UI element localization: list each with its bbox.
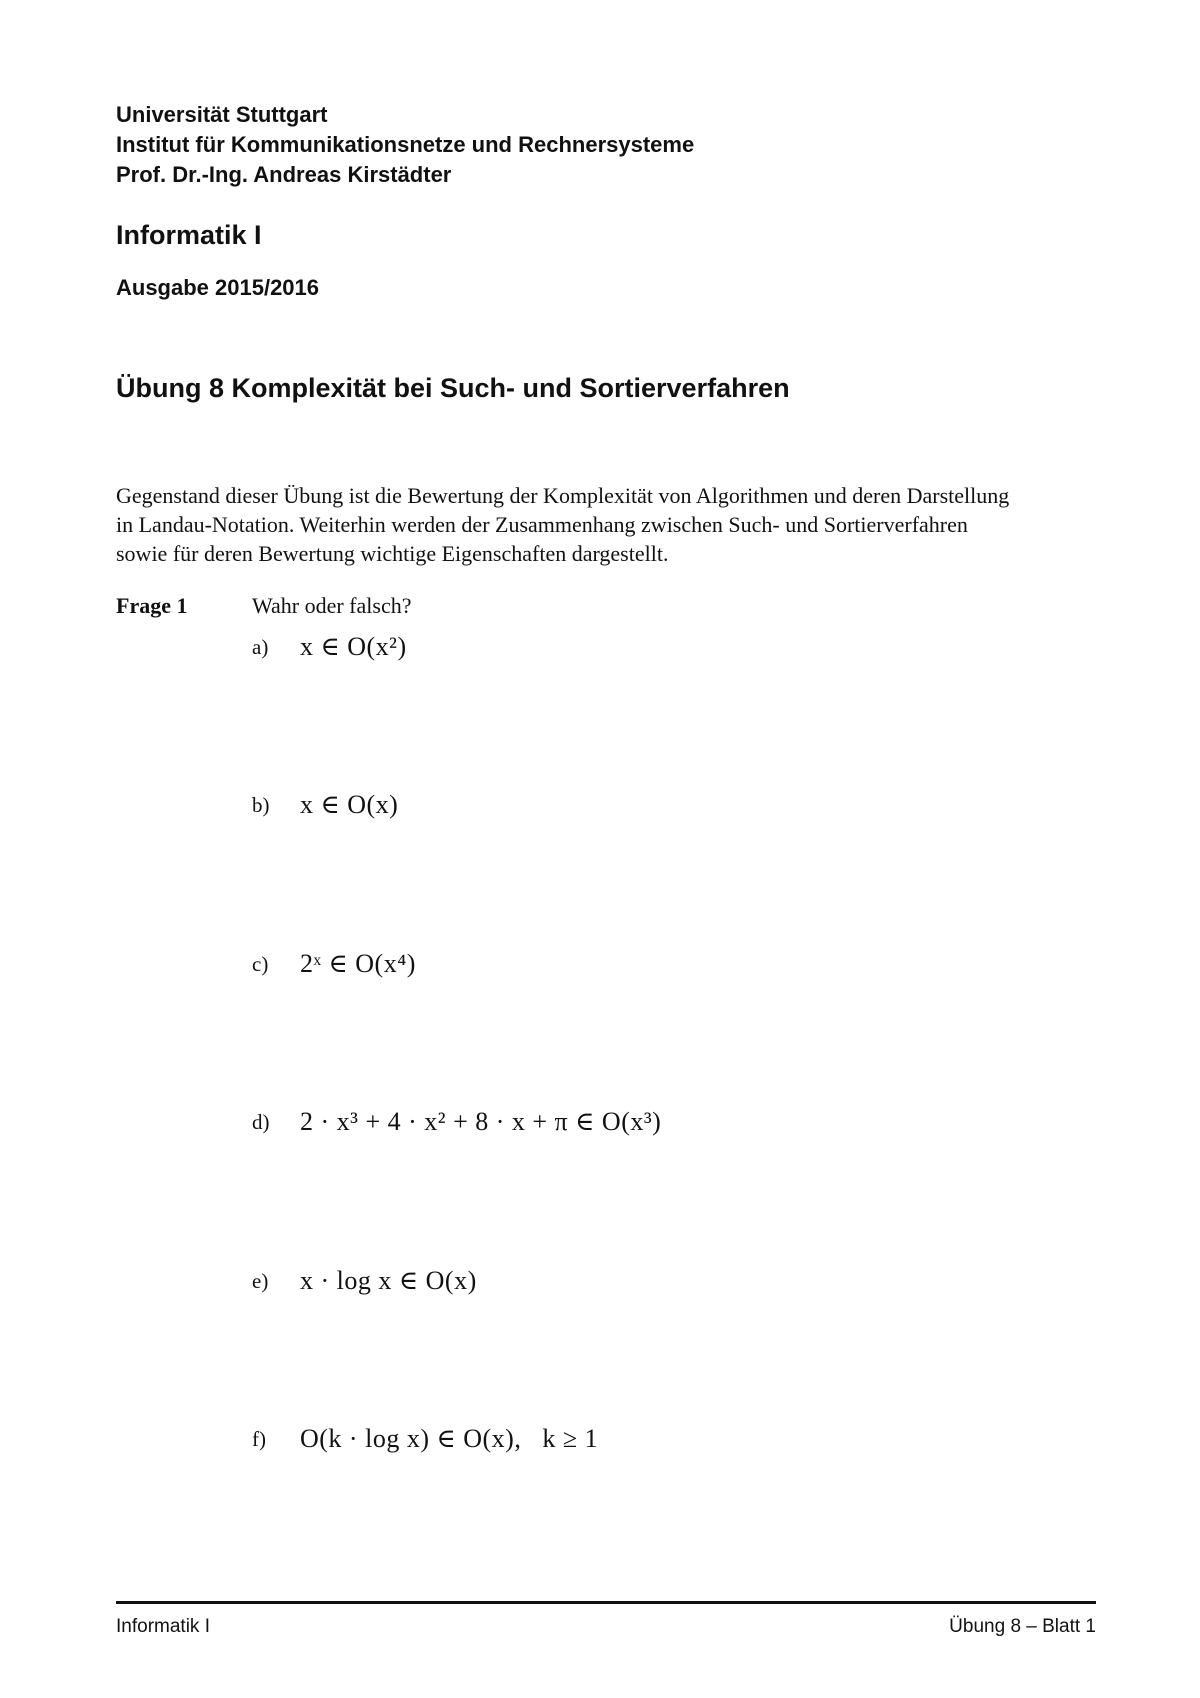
item-label: d) <box>252 1110 270 1134</box>
footer-divider <box>116 1601 1096 1604</box>
formula: O(k · log x) ∈ O(x), k ≥ 1 <box>300 1424 599 1453</box>
intro-line: sowie für deren Bewertung wichtige Eigenschaften dargestellt. <box>116 541 669 566</box>
university-name: Universität Stuttgart <box>116 102 328 127</box>
question-text: Wahr oder falsch? <box>252 593 412 618</box>
item-label: f) <box>252 1427 266 1451</box>
item-label: b) <box>252 793 270 817</box>
footer-page-label: Übung 8 – Blatt 1 <box>949 1616 1096 1637</box>
intro-paragraph <box>116 481 1096 568</box>
question-label: Frage 1 <box>116 593 188 618</box>
formula: 2 · x³ + 4 · x² + 8 · x + π ∈ O(x³) <box>300 1107 662 1136</box>
exercise-title: Übung 8 Komplexität bei Such- und Sortierverfahren <box>116 373 790 403</box>
edition-label: Ausgabe 2015/2016 <box>116 275 320 300</box>
course-title: Informatik I <box>116 220 262 250</box>
document-header <box>116 100 1096 190</box>
item-label: a) <box>252 635 269 659</box>
professor-name: Prof. Dr.-Ing. Andreas Kirstädter <box>116 162 452 187</box>
item-label: c) <box>252 952 269 976</box>
intro-line: in Landau-Notation. Weiterhin werden der Zusammenhang zwischen Such- und Sortierverfahren <box>116 512 968 537</box>
formula: x · log x ∈ O(x) <box>300 1266 477 1295</box>
institute-name: Institut für Kommunikationsnetze und Rechnersysteme <box>116 132 695 157</box>
intro-line: Gegenstand dieser Übung ist die Bewertung der Komplexität von Algorithmen und deren Darstellung <box>116 483 1010 508</box>
footer-course: Informatik I <box>116 1616 210 1637</box>
item-label: e) <box>252 1269 269 1293</box>
formula: 2ˣ ∈ O(x⁴) <box>300 949 416 978</box>
formula: x ∈ O(x²) <box>300 632 407 661</box>
formula: x ∈ O(x) <box>300 790 399 819</box>
